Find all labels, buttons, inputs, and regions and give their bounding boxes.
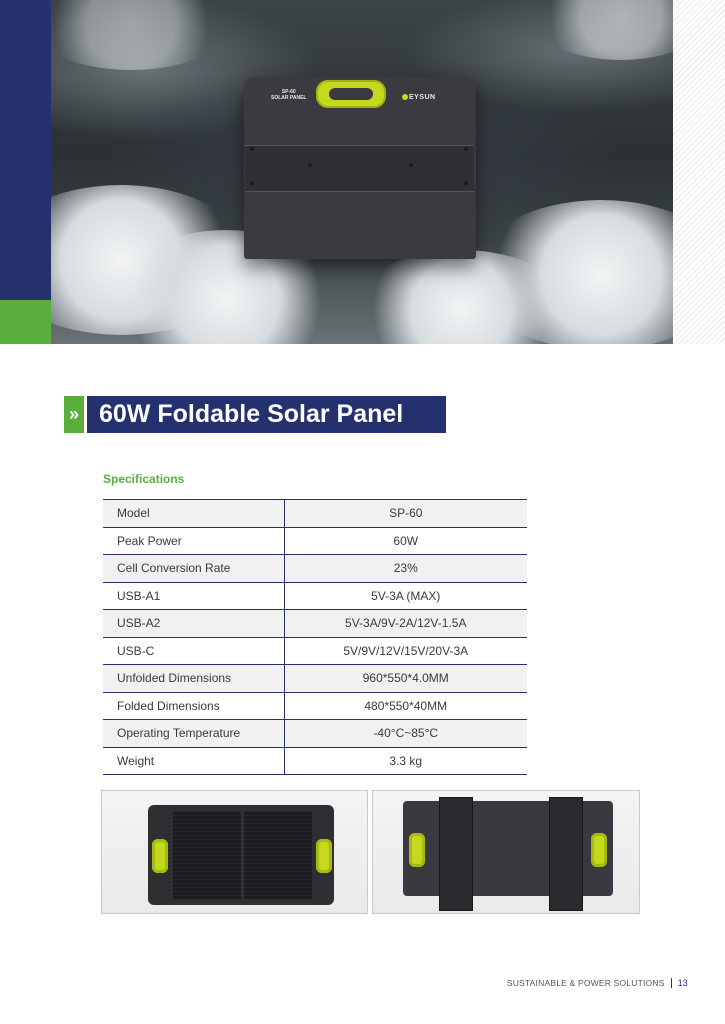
table-row (103, 692, 527, 720)
cloud (531, 0, 673, 60)
product-photo-unfolded (101, 790, 368, 914)
panel-type-text: SOLAR PANEL (271, 95, 307, 101)
panel-brand (402, 94, 436, 101)
footer-text: SUSTAINABLE & POWER SOLUTIONS (506, 978, 665, 988)
product-photo-back (372, 790, 640, 914)
spec-label: Cell Conversion Rate (103, 555, 284, 583)
section-title (64, 396, 446, 433)
table-row (103, 637, 527, 665)
table-row (103, 500, 527, 528)
table-row (103, 610, 527, 638)
spec-value: 5V-3A/9V-2A/12V-1.5A (284, 610, 527, 638)
spec-value: 480*550*40MM (284, 692, 527, 720)
spec-value: 960*550*4.0MM (284, 665, 527, 693)
specifications-table (103, 499, 527, 775)
left-green-strip (0, 300, 51, 344)
spec-value: 60W (284, 527, 527, 555)
screw (409, 163, 413, 167)
spec-label: Weight (103, 747, 284, 775)
spec-value: 3.3 kg (284, 747, 527, 775)
spec-value: 5V/9V/12V/15V/20V-3A (284, 637, 527, 665)
panel-flap (245, 145, 474, 192)
page-title: 60W Foldable Solar Panel (87, 396, 446, 433)
panel-grip (409, 833, 425, 867)
solar-panel-product (244, 77, 476, 259)
spec-label: USB-A1 (103, 582, 284, 610)
screw (250, 147, 254, 151)
specifications-heading: Specifications (103, 472, 185, 486)
kickstand-leg (549, 797, 583, 911)
table-row (103, 665, 527, 693)
panel-label (271, 89, 306, 101)
spec-label: Model (103, 500, 284, 528)
spec-label: USB-A2 (103, 610, 284, 638)
spec-label: USB-C (103, 637, 284, 665)
panel-handle (316, 80, 386, 108)
spec-label: Unfolded Dimensions (103, 665, 284, 693)
spec-label: Operating Temperature (103, 720, 284, 748)
spec-value: -40°C~85°C (284, 720, 527, 748)
footer-divider (671, 978, 672, 988)
solar-cells (173, 811, 241, 899)
spec-value: SP-60 (284, 500, 527, 528)
panel-grip (152, 839, 168, 873)
spec-value: 5V-3A (MAX) (284, 582, 527, 610)
left-navy-strip (0, 0, 51, 300)
hero-image (51, 0, 673, 344)
kickstand-leg (439, 797, 473, 911)
table-row (103, 527, 527, 555)
panel-model-text: SP-60 (281, 89, 296, 95)
cloud (51, 0, 231, 70)
page-footer (507, 978, 688, 988)
panel-grip (316, 839, 332, 873)
screw (250, 181, 254, 185)
table-row (103, 582, 527, 610)
screw (464, 147, 468, 151)
page-number: 13 (677, 978, 688, 988)
spec-label: Folded Dimensions (103, 692, 284, 720)
brand-logo-icon (402, 94, 408, 100)
spec-label: Peak Power (103, 527, 284, 555)
table-row (103, 747, 527, 775)
screw (464, 181, 468, 185)
panel-grip (591, 833, 607, 867)
solar-cells (244, 811, 312, 899)
screw (308, 163, 312, 167)
table-row (103, 720, 527, 748)
table-row (103, 555, 527, 583)
chevron-right-icon: » (64, 396, 84, 433)
hatched-margin (673, 0, 725, 344)
spec-value: 23% (284, 555, 527, 583)
panel-brand-text: EYSUN (409, 94, 436, 101)
unfolded-panel (148, 805, 334, 905)
